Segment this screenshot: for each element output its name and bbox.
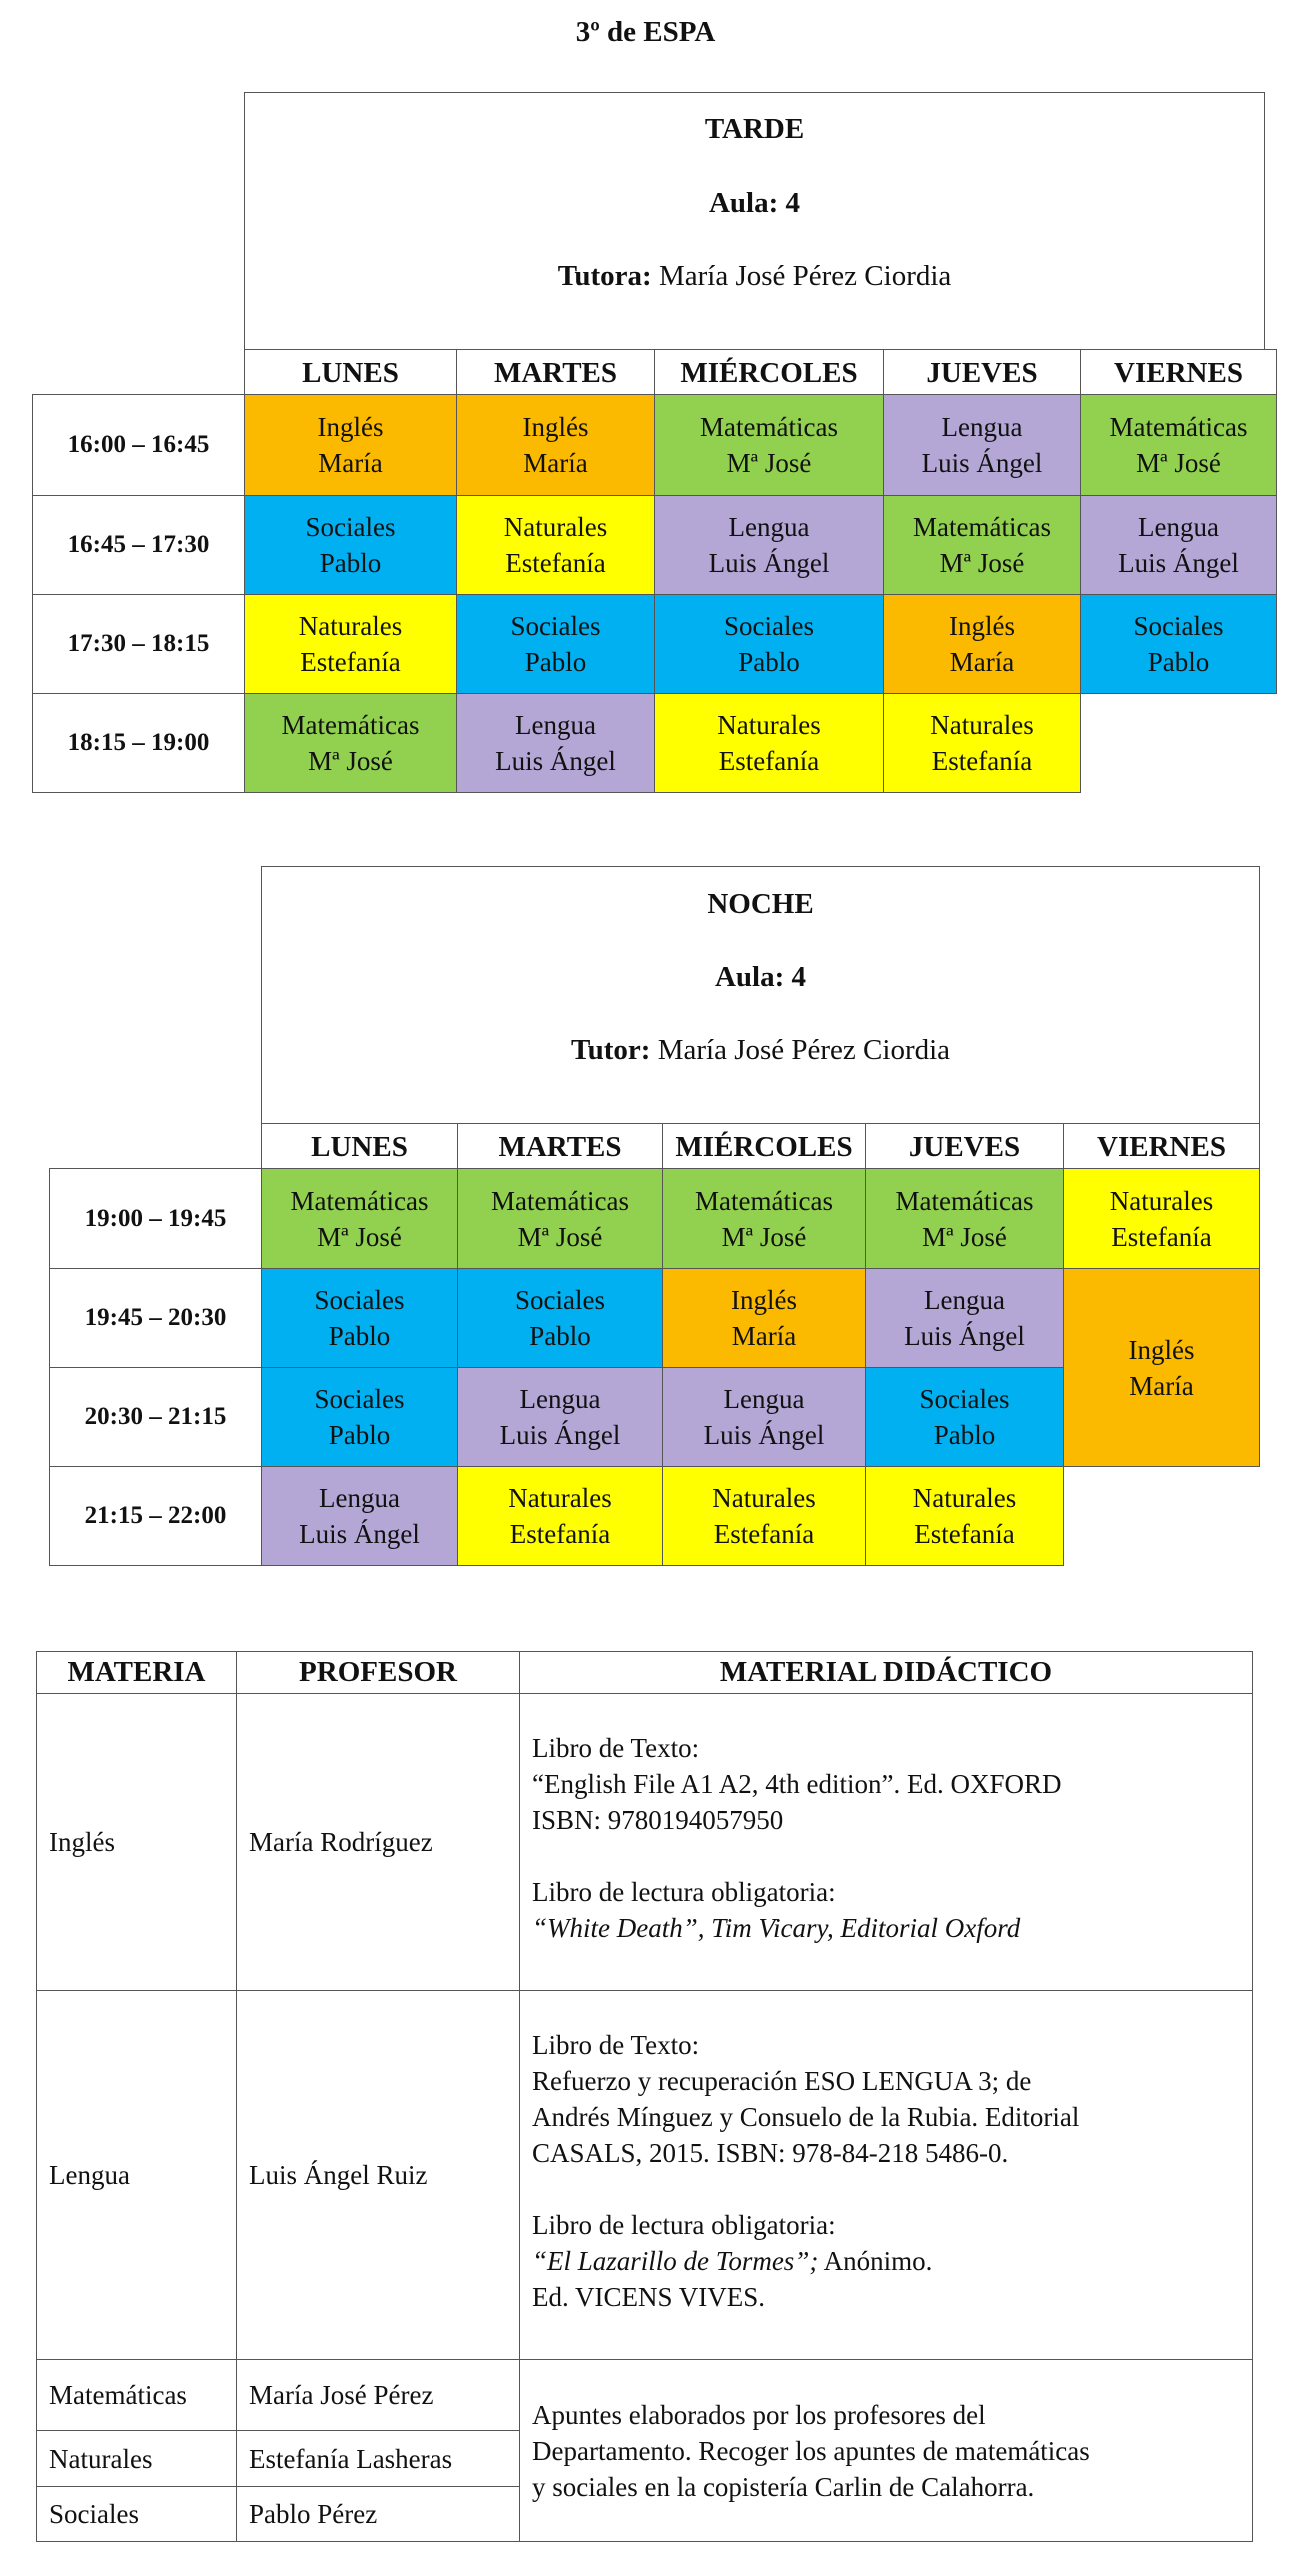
teacher-name: Mª José (922, 1221, 1007, 1252)
class-cell-matematicas (1080, 394, 1277, 496)
teacher-name: Luis Ángel (495, 746, 616, 776)
time-slot: 19:45 – 20:30 (49, 1268, 262, 1368)
header-profesor: PROFESOR (236, 1651, 520, 1694)
shift-title (245, 113, 1264, 146)
class-cell-naturales (457, 1466, 663, 1566)
teacher-name: Estefanía (713, 1519, 815, 1549)
teacher-name: Estefanía (300, 647, 401, 677)
day-header-martes: MARTES (456, 349, 655, 396)
subject-name: Inglés (731, 1285, 797, 1315)
day-header-lunes: LUNES (261, 1123, 458, 1170)
subject-name: Sociales (724, 611, 814, 641)
teacher-name: Luis Ángel (708, 548, 830, 578)
class-cell-ingles (883, 594, 1081, 694)
teacher-name: Mª José (308, 746, 393, 776)
teacher-name: Estefanía (931, 746, 1033, 776)
tutor-label: Tutora: (557, 260, 652, 292)
subject-name: Sociales (314, 1384, 405, 1414)
teacher-name: Mª José (939, 548, 1025, 578)
desc-line: Apuntes elaborados por los profesores del (532, 2399, 986, 2430)
noche-header (261, 866, 1260, 1124)
class-cell-lengua (654, 495, 884, 595)
subject-name: Lengua (515, 710, 596, 740)
materia-lengua: Lengua (36, 1990, 237, 2360)
desc-line: Ed. VICENS VIVES. (532, 2282, 766, 2312)
class-cell-naturales (244, 594, 457, 694)
teacher-name: Luis Ángel (921, 448, 1043, 478)
document-title: 3º de ESPA (575, 16, 716, 48)
subject-name: Inglés (949, 611, 1015, 641)
teacher-name: Estefanía (509, 1519, 611, 1549)
desc-line (532, 2243, 1240, 2279)
subject-name: Lengua (728, 512, 810, 542)
profesor-matematicas: María José Pérez (236, 2359, 520, 2431)
material-lengua (519, 1990, 1253, 2360)
teacher-name: Pablo (738, 647, 800, 677)
class-cell-sociales (865, 1367, 1064, 1467)
desc-line: Libro de lectura obligatoria: (532, 2210, 836, 2240)
teacher-name: Pablo (328, 1420, 391, 1450)
subject-name: Sociales (305, 512, 396, 542)
subject-name: Naturales (930, 710, 1034, 740)
tutor-line (245, 260, 1264, 293)
teacher-name: Luis Ángel (499, 1420, 621, 1450)
class-cell-lengua (456, 693, 655, 793)
class-cell-sociales (1080, 594, 1277, 694)
class-cell-sociales (261, 1268, 458, 1368)
materia-sociales: Sociales (36, 2486, 237, 2542)
subject-name: Matemáticas (695, 1185, 833, 1216)
teacher-name: Pablo (933, 1420, 996, 1450)
time-slot: 16:00 – 16:45 (32, 394, 245, 496)
day-header-lunes: LUNES (244, 349, 457, 396)
teacher-name: María (523, 448, 588, 478)
teacher-name: Mª José (721, 1221, 807, 1252)
teacher-name: Pablo (529, 1321, 591, 1351)
time-slot: 16:45 – 17:30 (32, 495, 245, 595)
class-cell-matematicas (883, 495, 1081, 595)
tutor-name: María José Pérez Ciordia (657, 1034, 951, 1066)
aula-line (245, 187, 1264, 220)
desc-line: “English File A1 A2, 4th edition”. Ed. OXFORD (532, 1769, 1062, 1799)
shift-name: NOCHE (707, 888, 814, 920)
subject-name: Naturales (298, 611, 403, 641)
subject-name: Sociales (510, 611, 601, 641)
teacher-name: Luis Ángel (904, 1321, 1025, 1351)
class-cell-ingles (662, 1268, 866, 1368)
class-cell-matematicas (662, 1168, 866, 1269)
day-header-jueves: JUEVES (883, 349, 1081, 396)
profesor-lengua: Luis Ángel Ruiz (236, 1990, 520, 2360)
teacher-name: Luis Ángel (703, 1420, 825, 1450)
desc-line: y sociales en la copistería Carlin de Calahorra. (532, 2471, 1035, 2502)
desc-line: Libro de Texto: (532, 2030, 700, 2060)
class-cell-lengua (1080, 495, 1277, 595)
class-cell-matematicas (261, 1168, 458, 1269)
subject-name: Inglés (1128, 1334, 1195, 1365)
class-cell-ingles (456, 394, 655, 496)
subject-name: Naturales (712, 1483, 816, 1513)
subject-name: Matemáticas (491, 1185, 629, 1216)
teacher-name: Estefanía (914, 1519, 1015, 1549)
desc-line: Libro de lectura obligatoria: (532, 1877, 836, 1907)
tutor-label: Tutor: (570, 1034, 651, 1066)
subject-name: Sociales (314, 1285, 405, 1315)
time-slot: 17:30 – 18:15 (32, 594, 245, 694)
subject-name: Naturales (503, 512, 608, 542)
class-cell-naturales (865, 1466, 1064, 1566)
subject-name: Inglés (522, 412, 589, 442)
desc-line: Andrés Mínguez y Consuelo de la Rubia. Editorial (532, 2102, 1080, 2132)
time-slot: 20:30 – 21:15 (49, 1367, 262, 1467)
aula-value: 4 (785, 187, 801, 219)
tarde-header (244, 92, 1265, 350)
class-cell-matematicas (654, 394, 884, 496)
materia-naturales: Naturales (36, 2430, 237, 2487)
desc-line: ISBN: 9780194057950 (532, 1805, 784, 1835)
subject-name: Inglés (317, 412, 384, 442)
teacher-name: Pablo (319, 548, 382, 578)
teacher-name: Mª José (726, 448, 812, 478)
materia-matematicas: Matemáticas (36, 2359, 237, 2431)
time-slot: 19:00 – 19:45 (49, 1168, 262, 1269)
class-cell-naturales (654, 693, 884, 793)
desc-line: Libro de Texto: (532, 1733, 700, 1763)
teacher-name: Estefanía (718, 746, 820, 776)
desc-line: “White Death”, Tim Vicary, Editorial Oxford (532, 1913, 1021, 1943)
desc-line: Refuerzo y recuperación ESO LENGUA 3; de (532, 2066, 1032, 2096)
time-slot: 18:15 – 19:00 (32, 693, 245, 793)
subject-name: Lengua (941, 412, 1023, 442)
shift-title (262, 888, 1259, 921)
tutor-line (262, 1034, 1259, 1067)
subject-name: Sociales (919, 1384, 1010, 1414)
teacher-name: Mª José (1136, 448, 1221, 478)
class-cell-sociales (244, 495, 457, 595)
day-header-miércoles: MIÉRCOLES (654, 349, 884, 396)
aula-line (262, 961, 1259, 994)
material-shared (519, 2359, 1253, 2542)
day-header-viernes: VIERNES (1063, 1123, 1260, 1170)
subject-name: Lengua (723, 1384, 805, 1414)
class-cell-lengua (261, 1466, 458, 1566)
subject-name: Naturales (508, 1483, 612, 1513)
class-cell-sociales (457, 1268, 663, 1368)
subject-name: Matemáticas (700, 412, 838, 442)
class-cell-naturales (883, 693, 1081, 793)
teacher-name: Pablo (328, 1321, 391, 1351)
class-cell-matematicas (457, 1168, 663, 1269)
subject-name: Naturales (717, 710, 821, 740)
subject-name: Matemáticas (895, 1185, 1034, 1216)
class-cell-ingles (244, 394, 457, 496)
teacher-name: Luis Ángel (1118, 548, 1239, 578)
subject-name: Lengua (519, 1384, 601, 1414)
desc-italic: “El Lazarillo de Tormes”; (532, 2246, 819, 2276)
materia-ingles: Inglés (36, 1693, 237, 1991)
class-cell-sociales (261, 1367, 458, 1467)
teacher-name: Pablo (1147, 647, 1210, 677)
class-cell-naturales (1063, 1168, 1260, 1269)
subject-name: Matemáticas (290, 1185, 429, 1216)
subject-name: Matemáticas (281, 710, 420, 740)
subject-name: Sociales (515, 1285, 605, 1315)
aula-label: Aula: (714, 961, 785, 993)
subject-name: Lengua (319, 1483, 400, 1513)
class-cell-sociales (654, 594, 884, 694)
teacher-name: Pablo (524, 647, 587, 677)
desc-line: Departamento. Recoger los apuntes de matemáticas (532, 2435, 1090, 2466)
class-cell-lengua (883, 394, 1081, 496)
teacher-name: Luis Ángel (299, 1519, 420, 1549)
profesor-sociales: Pablo Pérez (236, 2486, 520, 2542)
subject-name: Naturales (1109, 1185, 1214, 1216)
subject-name: Lengua (924, 1285, 1005, 1315)
day-header-miércoles: MIÉRCOLES (662, 1123, 866, 1170)
class-cell-lengua (865, 1268, 1064, 1368)
class-cell-naturales (456, 495, 655, 595)
subject-name: Sociales (1133, 611, 1224, 641)
teacher-name: María (731, 1321, 797, 1351)
shift-name: TARDE (704, 113, 805, 145)
class-cell-ingles (1063, 1268, 1260, 1467)
aula-value: 4 (791, 961, 807, 993)
class-cell-lengua (662, 1367, 866, 1467)
day-header-viernes: VIERNES (1080, 349, 1277, 396)
tutor-name: María José Pérez Ciordia (658, 260, 952, 292)
class-cell-sociales (456, 594, 655, 694)
subject-name: Lengua (1138, 512, 1219, 542)
subject-name: Naturales (912, 1483, 1017, 1513)
header-material-didactico: MATERIAL DIDÁCTICO (519, 1651, 1253, 1694)
desc-line: CASALS, 2015. ISBN: 978-84-218 5486-0. (532, 2138, 1009, 2168)
profesor-naturales: Estefanía Lasheras (236, 2430, 520, 2487)
teacher-name: Mª José (517, 1221, 603, 1252)
teacher-name: Estefanía (505, 548, 606, 578)
teacher-name: Estefanía (1111, 1221, 1212, 1252)
material-ingles (519, 1693, 1253, 1991)
class-cell-matematicas (244, 693, 457, 793)
desc-plain: Anónimo. (818, 2246, 933, 2276)
profesor-ingles: María Rodríguez (236, 1693, 520, 1991)
aula-label: Aula: (708, 187, 779, 219)
class-cell-lengua (457, 1367, 663, 1467)
teacher-name: María (1129, 1370, 1194, 1401)
day-header-jueves: JUEVES (865, 1123, 1064, 1170)
teacher-name: Mª José (317, 1221, 402, 1252)
class-cell-matematicas (865, 1168, 1064, 1269)
teacher-name: María (949, 647, 1015, 677)
subject-name: Matemáticas (1109, 412, 1248, 442)
header-materia: MATERIA (36, 1651, 237, 1694)
day-header-martes: MARTES (457, 1123, 663, 1170)
teacher-name: María (318, 448, 383, 478)
time-slot: 21:15 – 22:00 (49, 1466, 262, 1566)
subject-name: Matemáticas (913, 512, 1051, 542)
class-cell-naturales (662, 1466, 866, 1566)
